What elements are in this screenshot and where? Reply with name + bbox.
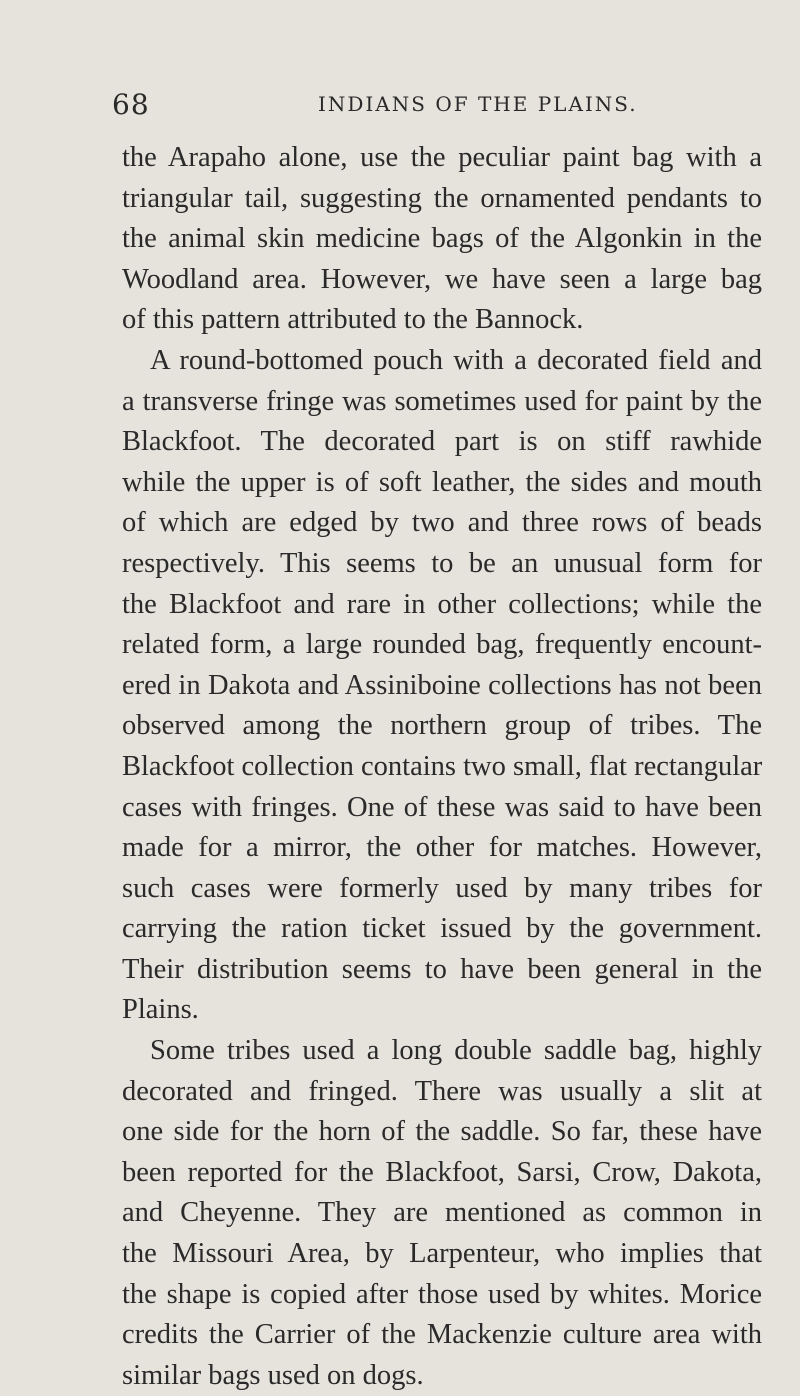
text-line: Woodland area. However, we have seen a large bag [122,263,762,295]
paragraph [122,341,762,1031]
text-line: of this pattern attributed to the Bannock. [122,304,584,336]
text-line: made for a mirror, the other for matches. However, [122,832,762,864]
paragraph [122,138,762,341]
text-line: been reported for the Blackfoot, Sarsi, Crow, Dakota, [122,1156,762,1188]
text-line: carrying the ration ticket issued by the government. [122,913,762,945]
text-line: ered in Dakota and Assiniboine collections has not been [122,669,762,701]
text-line: of which are edged by two and three rows of beads [122,507,762,539]
text-line: decorated and fringed. There was usually a slit at [122,1075,762,1107]
text-line: the Arapaho alone, use the peculiar paint bag with a [122,142,762,173]
text-line: A round-bottomed pouch with a decorated field and [150,344,762,376]
text-line: Their distribution seems to have been general in the [122,953,762,985]
text-line: a transverse fringe was sometimes used for paint by the [122,385,762,417]
body-text [122,138,762,1396]
text-line: triangular tail, suggesting the ornamented pendants to [122,182,762,214]
page-number: 68 [112,88,150,121]
text-line: Blackfoot collection contains two small, flat rectangular [122,750,763,782]
text-line: related form, a large rounded bag, frequently encount- [122,629,762,661]
text-line: one side for the horn of the saddle. So far, these have [122,1116,762,1148]
text-line: the shape is copied after those used by whites. Morice [122,1278,762,1310]
text-line: Plains. [122,994,199,1026]
paragraph [122,1031,762,1396]
text-line: credits the Carrier of the Mackenzie culture area with [122,1319,762,1351]
text-line: and Cheyenne. They are mentioned as common in [122,1197,762,1229]
text-line: observed among the northern group of tribes. The [122,710,762,742]
text-line: while the upper is of soft leather, the sides and mouth [122,466,762,498]
text-line: respectively. This seems to be an unusual form for [122,547,762,579]
text-line: Some tribes used a long double saddle bag, highly [150,1035,762,1067]
text-line: such cases were formerly used by many tribes for [122,872,762,904]
text-line: Blackfoot. The decorated part is on stiff rawhide [122,426,762,458]
running-header [0,88,800,122]
text-line: the animal skin medicine bags of the Algonkin in the [122,223,762,255]
text-line: the Blackfoot and rare in other collections; while the [122,588,762,620]
running-title: INDIANS OF THE PLAINS. [318,92,638,116]
text-line: cases with fringes. One of these was said to have been [122,791,762,823]
text-line: similar bags used on dogs. [122,1359,424,1391]
text-line: the Missouri Area, by Larpenteur, who implies that [122,1238,762,1270]
